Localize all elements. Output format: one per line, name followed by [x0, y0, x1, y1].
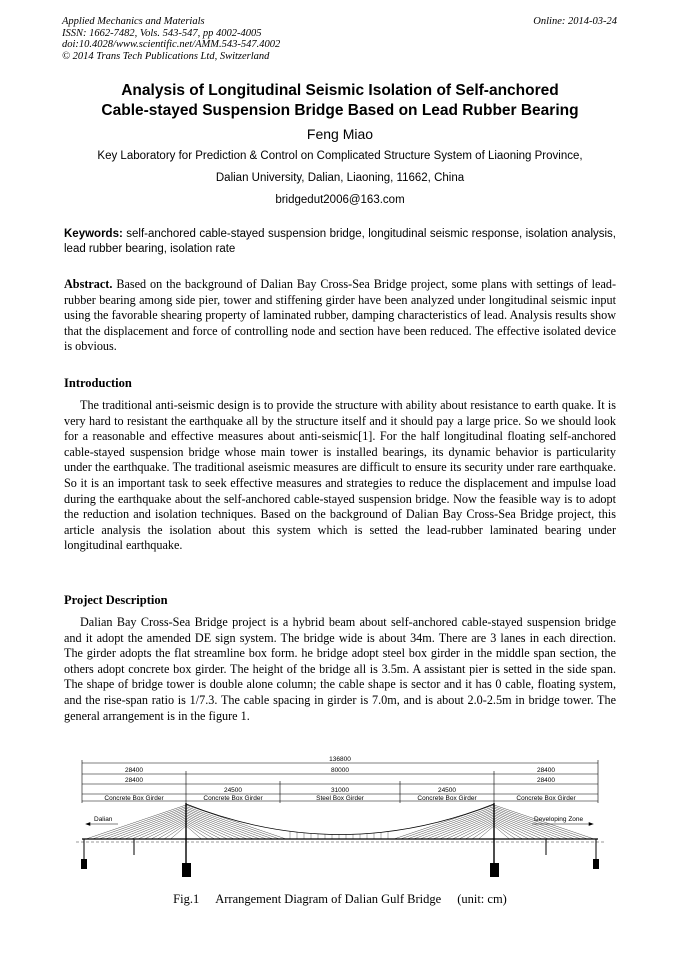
- stay-cable: [112, 811, 186, 839]
- issn-line: ISSN: 1662-7482, Vols. 543-547, pp 4002-4005: [62, 27, 262, 39]
- dalian-label: Dalian: [94, 816, 113, 823]
- stay-cable: [427, 813, 495, 839]
- doi-line: doi:10.4028/www.scientific.net/AMM.543-547.4002: [62, 39, 281, 50]
- dim-row3-1: 28400: [124, 777, 144, 784]
- stay-cable: [186, 818, 234, 839]
- stay-cable: [446, 818, 494, 839]
- project-description-heading: Project Description: [64, 593, 168, 607]
- stay-cable: [186, 811, 260, 839]
- dim-row2-mid: 80000: [330, 767, 350, 774]
- stay-cable: [145, 819, 187, 839]
- abstract-text: Based on the background of Dalian Bay Cross-Sea Bridge project, some plans with settings of lead-rubber bearing among side pier, tower and stiffening girder have been analyzed under longitudinal seismic input using the favorable shearing property of laminated rubber, damping characteristics of lead. Analysis results show that the displacement and force of controlling node and section have been reduced. The effective isolated device is obvious.: [64, 277, 617, 354]
- copyright-line: © 2014 Trans Tech Publications Ltd, Switzerland: [62, 50, 270, 62]
- bridge-arrangement-diagram: [76, 755, 604, 885]
- girder-label-1: Concrete Box Girder: [104, 795, 164, 802]
- keywords-text: self-anchored cable-stayed suspension bridge, longitudinal seismic response, isolation analysis, lead rubber bearing, isolation rate: [64, 228, 616, 255]
- stay-cable: [420, 811, 494, 839]
- affiliation-line-1: Key Laboratory for Prediction & Control on Complicated Structure System of Liaoning Province,: [97, 150, 583, 162]
- girder-label-2: Concrete Box Girder: [203, 795, 263, 802]
- caption-text: Arrangement Diagram of Dalian Gulf Bridge: [215, 892, 442, 906]
- title-line-1: Analysis of Longitudinal Seismic Isolation of Self-anchored: [121, 82, 559, 99]
- author-email: bridgedut2006@163.com: [275, 194, 405, 206]
- abstract: [64, 277, 616, 355]
- dim-row3-5: 28400: [536, 777, 556, 784]
- stay-cable: [138, 818, 186, 839]
- figure-caption: [40, 892, 640, 907]
- stay-cable: [186, 810, 267, 839]
- girder-label-5: Concrete Box Girder: [516, 795, 576, 802]
- introduction-heading: Introduction: [64, 376, 132, 390]
- stay-cable: [414, 810, 495, 839]
- dim-row3-3: 31000: [330, 787, 350, 794]
- project-description-text: Dalian Bay Cross-Sea Bridge project is a hybrid beam about self-anchored cable-stayed suspension bridge and it adopt the amended DE sign system. The bridge wide is about 34m. There are 3 lanes in each direction. The girder adopts the flat streamline box form. he bridge adopt steel box girder in the middle span section, the others adopt concrete box girder. The height of the bridge all is 3.5m. A assistant pier is setted in the side span. The shape of bridge tower is double alone column; the cable shape is sector and it has 0 cable, floating system, and the rise-span ratio is 1/7.3. The cable spacing in girder is 7.0m, and is about 2.0-2.5m in bridge tower. The general arrangement is in the figure 1.: [64, 615, 616, 723]
- stay-cable: [453, 819, 495, 839]
- stay-cable: [125, 815, 186, 839]
- stay-cable: [433, 815, 494, 839]
- abstract-label: Abstract.: [64, 277, 113, 291]
- stay-cable: [186, 819, 228, 839]
- dim-row2-left: 28400: [124, 767, 144, 774]
- stay-cable: [119, 813, 187, 839]
- stay-cable: [401, 807, 495, 839]
- dim-row2-right: 28400: [536, 767, 556, 774]
- stay-cable: [164, 824, 186, 839]
- paper-title: [40, 81, 640, 121]
- stay-cable: [186, 805, 286, 839]
- stay-cable: [186, 807, 280, 839]
- left-tower-foundation: [182, 863, 191, 877]
- right-tower-foundation: [490, 863, 499, 877]
- title-line-2: Cable-stayed Suspension Bridge Based on Lead Rubber Bearing: [101, 102, 579, 119]
- stay-cable: [186, 824, 208, 839]
- caption-unit: (unit: cm): [457, 892, 507, 906]
- dim-total: 136800: [329, 756, 351, 763]
- girder-label-4: Concrete Box Girder: [417, 795, 477, 802]
- keywords-label: Keywords:: [64, 228, 123, 240]
- journal-header: [62, 16, 617, 62]
- stay-cable: [106, 810, 187, 839]
- stay-cables: [86, 805, 594, 839]
- girder-label-3: Steel Box Girder: [316, 795, 364, 802]
- journal-name: Applied Mechanics and Materials: [62, 16, 205, 27]
- online-date: Online: 2014-03-24: [533, 16, 617, 27]
- stay-cable: [472, 824, 494, 839]
- author: Feng Miao: [306, 126, 374, 142]
- left-end-foundation: [81, 859, 87, 869]
- stay-cable: [394, 805, 494, 839]
- caption-number: Fig.1: [173, 892, 200, 906]
- stay-cable: [494, 819, 536, 839]
- dim-row3-2: 24500: [223, 787, 243, 794]
- right-end-foundation: [593, 859, 599, 869]
- stay-cable: [494, 810, 575, 839]
- keywords: [64, 227, 616, 256]
- stay-cable: [186, 813, 254, 839]
- stay-cable: [186, 815, 247, 839]
- introduction-text: The traditional anti-seismic design is to provide the structure with ability about resistance to earth quake. It is very hard to resistant the earthquake all by the structure itself and it should pay a large price. So we should look for a reasonable and effective measures about anti-seismic[1]. For the half longitudinal floating self-anchored cable-stayed suspension bridge whose main tower is installed bearings, its dynamic behavior is particularity under the earthquake. The traditional aseismic measures are difficult to ensure its security under rare earthquake. So it is an important task to seek effective measures and strategies to reduce the displacement and impulse load during the earthquake about the self-anchored cable-stayed suspension bridge. Now the feasible way is to adopt the reduction and isolation techniques. Based on the background of Dalian Bay Cross-Sea Bridge project, this article analysis the isolation about this system which is setted the lead-rubber laminated bearing under longitudinal earthquake.: [64, 398, 616, 553]
- developing-zone-label: Developing Zone: [534, 816, 584, 823]
- affiliation-line-2: Dalian University, Dalian, Liaoning, 11662, China: [215, 172, 465, 184]
- dim-row3-4: 24500: [437, 787, 457, 794]
- main-cable: [186, 804, 494, 835]
- stay-cable: [494, 824, 516, 839]
- hangers: [290, 831, 388, 839]
